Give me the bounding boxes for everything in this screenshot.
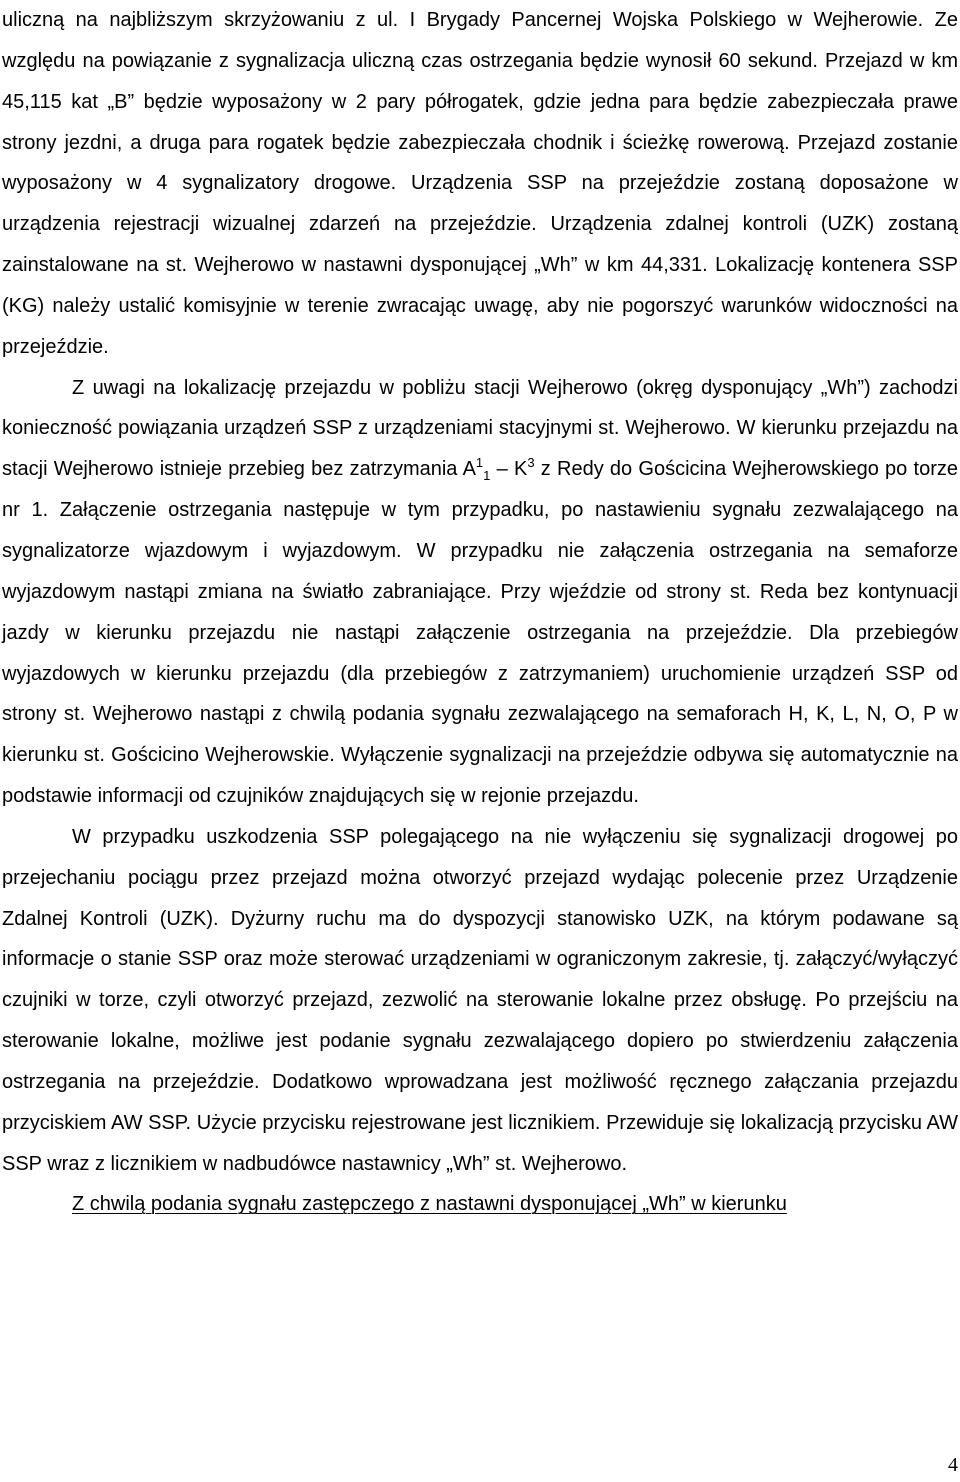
paragraph-3: W przypadku uszkodzenia SSP polegającego na nie wyłączeniu się sygnalizacji drogowej po przejechaniu pociągu przez przejazd można otworzyć przejazd wydając polecenie przez Urządzenie Zdalnej Kontroli (UZK). Dyżurny ruchu ma do dyspozycji stanowisko UZK, na którym podawane są informacje o stanie SSP oraz może sterować urządzeniami w ograniczonym zakresie, tj. załączyć/wyłączyć czujniki w torze, czyli otworzyć przejazd, zezwolić na sterowanie lokalne przez obsługę. Po przejściu na sterowanie lokalne, możliwe jest podanie sygnału zezwalającego dopiero po stwierdzeniu załączenia ostrzegania na przejeździe. Dodatkowo wprowadzana jest możliwość ręcznego załączania przejazdu przyciskiem AW SSP. Użycie przycisku rejestrowane jest licznikiem. Przewiduje się lokalizacją przycisku AW SSP wraz z licznikiem w nadbudówce nastawnicy „Wh” st. Wejherowo. xyxy=(2,825,958,1175)
paragraph-2-part-after: z Redy do Gościcina Wejherowskiego po torze nr 1. Załączenie ostrzegania następuje w tym przypadku, po nastawieniu sygnału zezwalającego na sygnalizatorze wjazdowym i wyjazdowym. W przypadku nie załączenia ostrzegania na semaforze wyjazdowym nastąpi zmiana na światło zabraniające. Przy wjeździe od strony st. Reda bez kontynuacji jazdy w kierunku przejazdu nie nastąpi załączenie ostrzegania na przejeździe. Dla przebiegów wyjazdowych w kierunku przejazdu (dla przebiegów z zatrzymaniem) uruchomienie urządzeń SSP od strony st. Wejherowo nastąpi z chwilą podania sygnału zezwalającego na semaforach H, K, L, N, O, P w kierunku st. Gościcino Wejherowskie. Wyłączenie sygnalizacji na przejeździe odbywa się automatycznie na podstawie informacji od czujników znajdujących się w rejonie przejazdu. xyxy=(2,458,958,808)
paragraph-4-underlined-text: Z chwilą podania sygnału zastępczego z nastawni dysponującej „Wh” w kierunku xyxy=(72,1193,787,1216)
paragraph-2-superscript-1: 1 xyxy=(475,455,484,471)
paragraph-2-subscript-1: 1 xyxy=(483,468,491,484)
paragraph-2-part-mid: – K xyxy=(490,458,528,481)
paragraph-2 xyxy=(2,368,958,817)
paragraph-2-superscript-2: 3 xyxy=(527,455,535,471)
page-number: 4 xyxy=(948,1454,958,1476)
paragraph-1: uliczną na najbliższym skrzyżowaniu z ul. I Brygady Pancernej Wojska Polskiego w Wejherowie. Ze względu na powiązanie z sygnalizacja uliczną czas ostrzegania będzie wynosił 60 sekund. Przejazd w km 45,115 kat „B” będzie wyposażony w 2 pary półrogatek, gdzie jedna para będzie zabezpieczała prawe strony jezdni, a druga para rogatek będzie zabezpieczała chodnik i ścieżkę rowerową. Przejazd zostanie wyposażony w 4 sygnalizatory drogowe. Urządzenia SSP na przejeździe zostaną doposażone w urządzenia rejestracji wizualnej zdarzeń na przejeździe. Urządzenia zdalnej kontroli (UZK) zostaną zainstalowane na st. Wejherowo w nastawni dysponującej „Wh” w km 44,331. Lokalizację kontenera SSP (KG) należy ustalić komisyjnie w terenie zwracając uwagę, aby nie pogorszyć warunków widoczności na przejeździe. xyxy=(2,9,958,358)
paragraph-4 xyxy=(2,1184,958,1225)
paragraph-2-part-before: Z uwagi na lokalizację przejazdu w pobliżu stacji Wejherowo (okręg dysponujący „Wh”) zachodzi konieczność powiązania urządzeń SSP z urządzeniami stacyjnymi st. Wejherowo. W kierunku przejazdu na stacji Wejherowo istnieje przebieg bez zatrzymania A xyxy=(2,376,958,481)
document-body xyxy=(2,0,958,1225)
